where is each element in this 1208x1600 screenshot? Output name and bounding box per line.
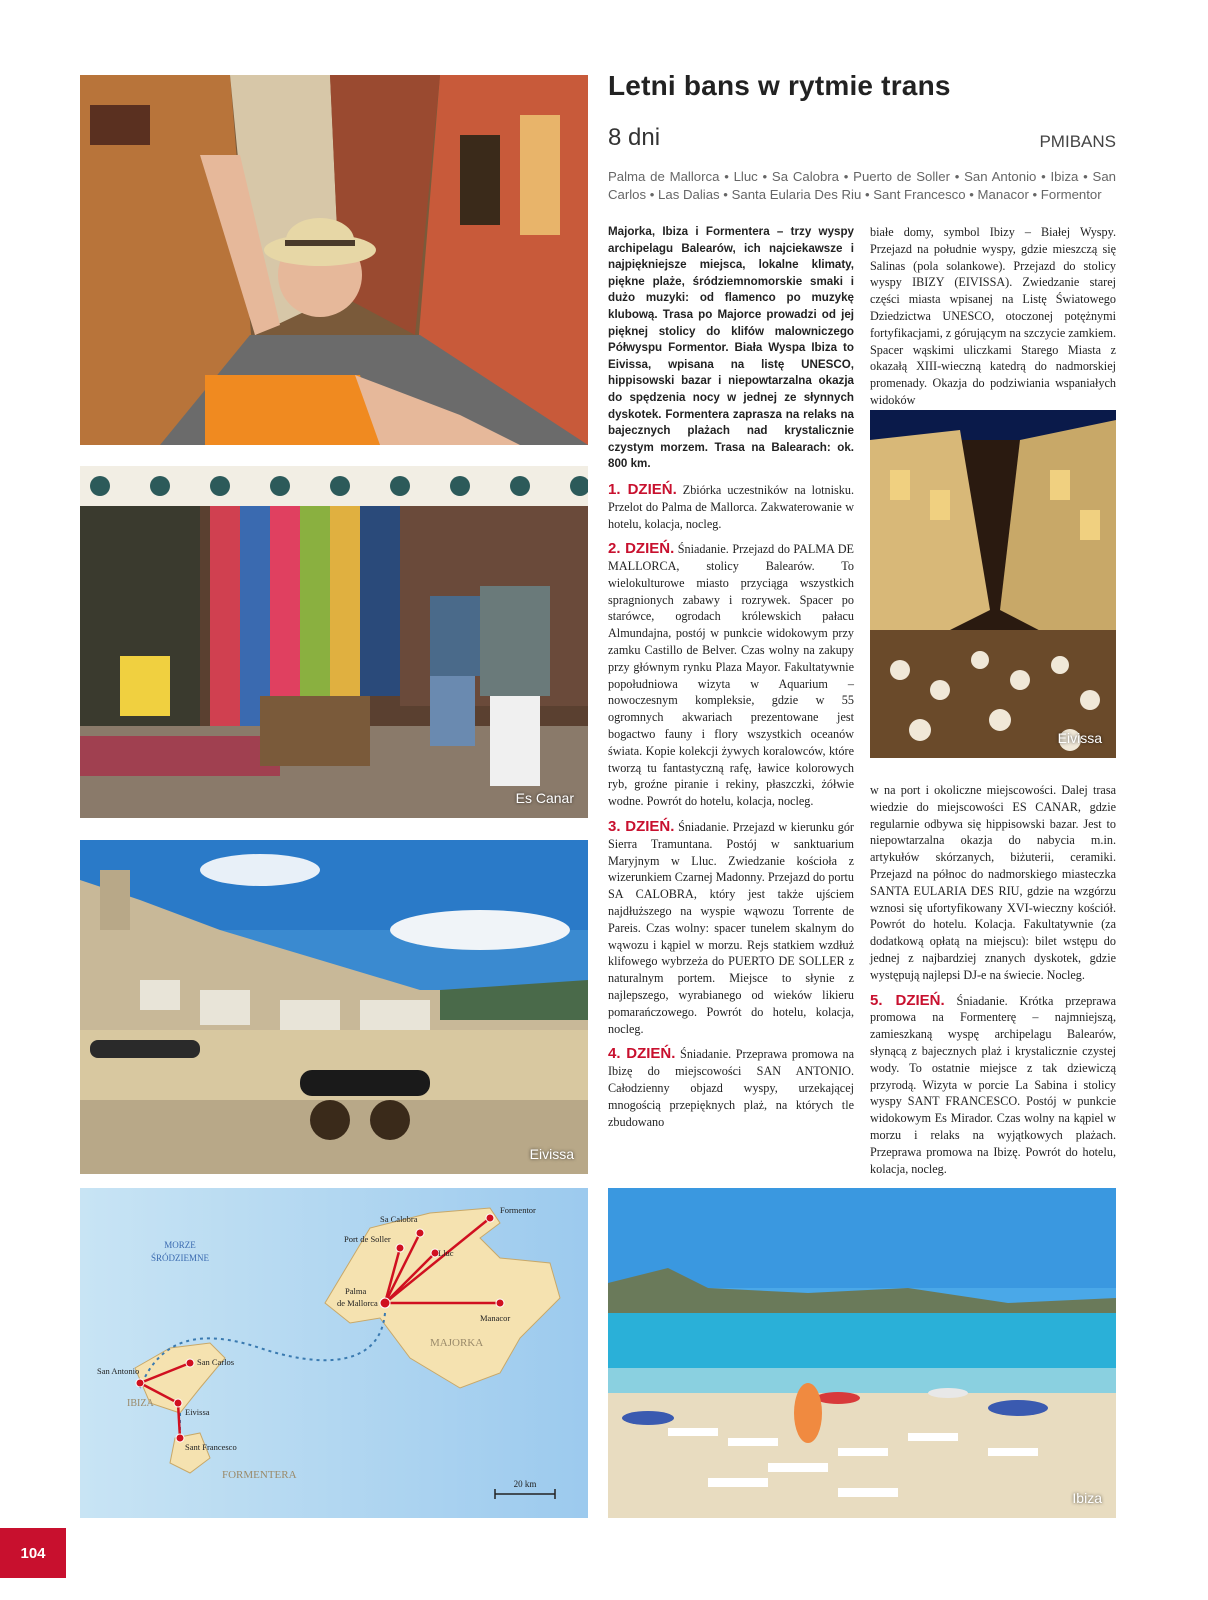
caption-fortress-eivissa: Eivissa [529,1146,574,1162]
map-label-palma2: de Mallorca [337,1298,378,1308]
day-4-end: w na port i okoliczne miejscowości. Dalej trasa wiedzie do miejscowości ES CANAR, gdzie regularnie odbywa się hippisowski bazar. Jest to niepowtarzalna okazja do nabycia m.in. artykułów skórzanych, biżuterii, ceramiki. Przejazd na północ do nadmorskiego miasteczka SANTA EULARIA DES RIU, gdzie na wzgórzu wznosi się ufortyfikowany XVI-wieczny kościół. Powrót do hotelu. Kolacja. Fakultatywnie (za dodatkową opłatą na miejscu): bilet wstępu do jednej z najbardziej znanych dyskotek, gdzie występują najlepsi DJ-e na świecie. Nocleg. [870,783,1116,982]
text-column-right-top [870,224,1116,418]
map-label-san-carlos: San Carlos [197,1357,235,1367]
caption-es-canar: Es Canar [515,790,574,806]
text-column-right-bottom [870,782,1116,1186]
day-4 [608,1046,854,1130]
route-map [80,1188,588,1518]
map-label-lluc: Lluc [438,1248,454,1258]
day-1 [608,482,854,532]
map-label-palma1: Palma [345,1286,367,1296]
day-5-text: Śniadanie. Krótka przeprawa promowa na Formenterę – najmniejszą, zamieszkaną wyspę archipelagu Balearów, słynącą z bajecznych plaż i krystalicznie czystej wody. To ostatnie miejsce z tak dziewiczą przyrodą. Wizyta w porcie La Sabina i stolicy wyspy SANT FRANCESCO. Postój w punkcie widokowym Es Mirador. Czas wolny na kąpiel w morzu i relaks na wyjątkowych plażach. Przeprawa promowa na Ibizę. Powrót do hotelu, kolacja, nocleg. [870,993,1116,1176]
page-number: 104 [0,1528,66,1578]
map-label-formentor: Formentor [500,1205,536,1215]
text-column-middle [608,224,854,1139]
map-label-sant-francesco: Sant Francesco [185,1442,237,1452]
route-list: Palma de Mallorca • Lluc • Sa Calobra • Puerto de Soller • San Antonio • Ibiza • San Carlos • Las Dalias • Santa Eularia Des Riu • Sant Francesco • Manacor • Formentor [608,169,1116,202]
map-label-majorka: MAJORKA [430,1337,484,1349]
day-4-continued: białe domy, symbol Ibizy – Białej Wyspy. Przejazd na południe wyspy, gdzie mieszczą się Salinas (pola solankowe). Przejazd do stolicy wyspy IBIZY (EIVISSA). Zwiedzanie starej części miasta wpisanej na Listę Światowego Dziedzictwa UNESCO, otoczonej potężnymi fortyfikacjami, z górującym na szczycie zamkiem. Spacer wąskimi uliczkami Starego Miasta z okazałą XIII-wieczną katedrą do nadmorskiej promenady. Okazja do podziwiania wspaniałych widoków [870,225,1117,407]
intro-paragraph: Majorka, Ibiza i Formentera – trzy wyspy archipelagu Balearów, ich najciekawsze i najpiękniejsze miejsca, lokalne klimaty, piękne plaże, śródziemnomorskie smaki i dużo muzyki: od flamenco po muzykę klubową. Trasa po Majorce prowadzi od jej pięknej stolicy do klifów malowniczego Półwyspu Formentor. Biała Wyspa Ibiza to Eivissa, wpisana na listę UNESCO, hippisowski bazar i niepowtarzalna okazja do spędzenia nocy w jednej ze słynnych dyskotek. Formentera zaprasza na relaks na bajecznych plażach nad krystalicznie czystym morzem. Trasa na Balearach: ok. 800 km. [608,225,854,471]
caption-night-eivissa: Eivissa [1057,730,1102,746]
trip-duration: 8 dni [608,124,661,151]
day-3-text: Śniadanie. Przejazd w kierunku gór Sierra Tramuntana. Postój w sanktuarium Maryjnym w Lluc. Zwiedzanie kościoła z wizerunkiem Czarnej Madonny. Przejazd do portu SA CALOBRA, który jest także ujściem najdłuższego na wyspie wąwozu Torrente de Pareis. Czas wolny: spacer tunelem skalnym do wąwozu i kąpiel w morzu. Rejs statkiem wzdłuż klifowego wybrzeża do PUERTO DE SOLLER z naturalnym portem. Miejsce to słynie z najlepszego, wyrabianego od wieków likieru pomarańczowego. Powrót do hotelu, kolacja, nocleg. [608,820,854,1036]
photo-beach-ibiza [608,1188,1116,1518]
caption-beach-ibiza: Ibiza [1072,1490,1102,1506]
day-3 [608,819,854,1037]
trip-code: PMIBANS [1039,132,1116,151]
day-2-text: Śniadanie. Przejazd do PALMA DE MALLORCA, stolicy Balearów. To wielokulturowe miasto przyciąga wszystkich spragnionych zabawy i rozrywek. Spacer po starówce, ogrodach królewskich pałacu Almundajna, postój w punkcie widokowym przy zamku Castillo de Belver. Czas wolny na zakupy przy głównym rynku Plaza Mayor. Fakultatywnie popołudniowa wizyta w Aquarium – nowoczesnym kompleksie, gdzie w 55 ogromnych akwariach prezentowane jest bogactwo fauny i flory wszystkich oceanów świata. Kopie kolekcji żywych koralowców, które tworzą tu fantastyczną rafę, ławice kolorowych ryb, groźne piranie i rekiny, płaszczki, żółwie wodne. Powrót do hotelu, kolacja, nocleg. [608,542,854,809]
map-label-eivissa: Eivissa [185,1407,210,1417]
day-4-label: 4. DZIEŃ. [608,1045,676,1063]
day-3-label: 3. DZIEŃ. [608,818,675,836]
photo-night-eivissa [870,410,1116,758]
day-4-text: Śniadanie. Przeprawa promowa na Ibizę do miejscowości SAN ANTONIO. Całodzienny objazd wyspy, urzekającej mnogością przepięknych plaż, na których tle zbudowano [608,1047,854,1129]
map-label-manacor: Manacor [480,1313,511,1323]
map-label-sa-calobra: Sa Calobra [380,1214,418,1224]
page-title: Letni bans w rytmie trans [608,70,951,101]
map-scale-label: 20 km [513,1479,537,1489]
photo-fortress-eivissa [80,840,588,1174]
map-sea-line1: MORZE [164,1240,196,1250]
day-5-label: 5. DZIEŃ. [870,991,945,1009]
day-2 [608,541,854,810]
map-label-ibiza: IBIZA [127,1398,154,1409]
map-sea-line2: ŚRÓDZIEMNE [151,1253,209,1263]
map-label-san-antonio: San Antonio [97,1366,140,1376]
map-label-formentera: FORMENTERA [222,1469,297,1481]
map-label-port-de-soller: Port de Soller [344,1234,391,1244]
photo-market-es-canar [80,466,588,818]
photo-woman-street [80,75,588,445]
day-1-text: Zbiórka uczestników na lotnisku. Przelot do Palma de Mallorca. Zakwaterowanie w hotelu, kolacja, nocleg. [608,482,855,531]
day-5 [870,993,1116,1178]
day-1-label: 1. DZIEŃ. [608,480,677,498]
day-2-label: 2. DZIEŃ. [608,540,675,558]
